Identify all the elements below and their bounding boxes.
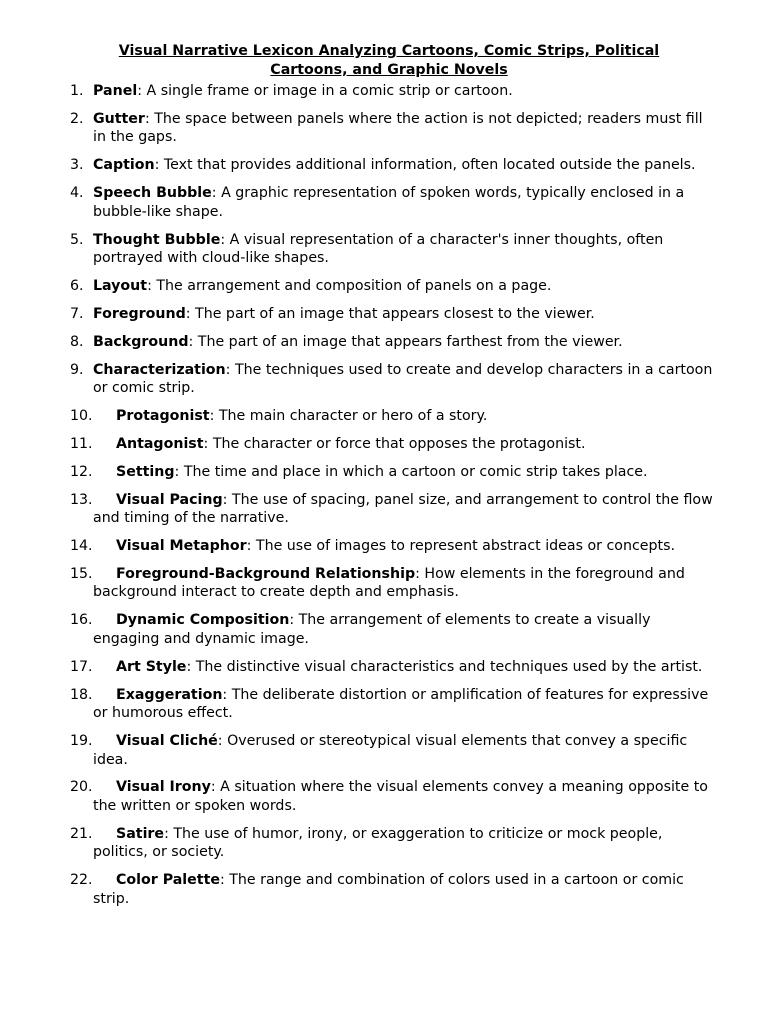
glossary-entry (70, 871, 720, 908)
entry-definition: : A visual representation of a character's inner thoughts, often portrayed with cloud-like shapes. (93, 231, 664, 267)
entry-term: Visual Metaphor (116, 538, 247, 555)
entry-term: Layout (93, 277, 148, 294)
entry-term: Exaggeration (116, 686, 223, 703)
entry-definition: : The arrangement of elements to create a visually engaging and dynamic image. (93, 612, 651, 647)
entry-term: Speech Bubble (93, 185, 212, 202)
glossary-entry (70, 463, 720, 482)
glossary-entry (70, 825, 720, 862)
glossary-entry (70, 407, 720, 426)
entry-definition: : The character or force that opposes the protagonist. (203, 435, 586, 452)
entry-number: 22. (70, 872, 93, 889)
entry-term: Dynamic Composition (116, 612, 290, 629)
entry-definition: : The time and place in which a cartoon or comic strip takes place. (174, 463, 648, 480)
entry-term: Color Palette (116, 872, 220, 889)
glossary-entry (70, 565, 720, 602)
entry-number: 1. (70, 83, 84, 99)
entry-term: Art Style (116, 658, 187, 675)
entry-number: 19. (70, 733, 93, 750)
entry-number: 11. (70, 435, 93, 452)
entry-definition: : The deliberate distortion or amplification of features for expressive or humorous effect. (93, 686, 709, 722)
glossary-entry (70, 184, 720, 221)
entry-number: 8. (70, 333, 84, 350)
entry-definition: : Text that provides additional information, often located outside the panels. (154, 157, 696, 174)
glossary-entry (70, 537, 720, 556)
entry-number: 14. (70, 538, 93, 555)
glossary-entry (70, 333, 720, 352)
glossary-entry (70, 82, 720, 101)
entry-number: 20. (70, 779, 93, 796)
entry-definition: : A situation where the visual elements convey a meaning opposite to the written or spoken words. (93, 779, 708, 814)
entry-term: Visual Cliché (116, 733, 218, 750)
document-title: Visual Narrative Lexicon Analyzing Cartoons, Comic Strips, Political Cartoons, and Graphic Novels (118, 43, 660, 78)
glossary-entry (70, 305, 720, 324)
glossary-entry (70, 732, 720, 769)
entry-definition: : The use of spacing, panel size, and arrangement to control the flow and timing of the narrative. (93, 491, 713, 527)
entry-term: Gutter (93, 110, 145, 127)
entry-number: 6. (70, 277, 84, 294)
entry-number: 21. (70, 825, 93, 842)
entry-number: 10. (70, 408, 93, 425)
entry-number: 2. (70, 110, 84, 127)
entry-number: 17. (70, 658, 93, 675)
glossary-entry (70, 277, 720, 296)
entry-definition: : The range and combination of colors used in a cartoon or comic strip. (93, 872, 684, 907)
entry-term: Antagonist (116, 435, 204, 452)
entry-number: 4. (70, 185, 84, 202)
entry-number: 9. (70, 361, 84, 378)
entry-term: Thought Bubble (93, 231, 221, 248)
glossary-list (70, 82, 720, 908)
entry-definition: : The part of an image that appears farthest from the viewer. (188, 333, 623, 350)
glossary-entry (70, 778, 720, 815)
entry-definition: : The space between panels where the action is not depicted; readers must fill in the gaps. (93, 110, 703, 146)
entry-definition: : The part of an image that appears closest to the viewer. (185, 305, 595, 322)
entry-definition: : How elements in the foreground and background interact to create depth and emphasis. (93, 565, 685, 601)
entry-term: Caption (93, 157, 155, 174)
entry-term: Panel (93, 83, 138, 99)
glossary-entry (70, 686, 720, 723)
entry-term: Satire (116, 825, 165, 842)
entry-definition: : The main character or hero of a story. (209, 408, 488, 425)
entry-definition: : The use of humor, irony, or exaggeration to criticize or mock people, politics, or society. (93, 825, 663, 861)
entry-number: 16. (70, 612, 93, 629)
entry-number: 12. (70, 463, 93, 480)
entry-number: 18. (70, 686, 93, 703)
glossary-entry (70, 110, 720, 147)
entry-definition: : A graphic representation of spoken words, typically enclosed in a bubble-like shape. (93, 185, 685, 220)
entry-term: Foreground-Background Relationship (116, 565, 416, 582)
entry-term: Background (93, 333, 189, 350)
entry-number: 3. (70, 157, 84, 174)
entry-number: 7. (70, 305, 84, 322)
entry-term: Visual Irony (116, 779, 211, 796)
glossary-entry (70, 491, 720, 528)
entry-number: 13. (70, 491, 93, 508)
entry-definition: : The use of images to represent abstract ideas or concepts. (246, 538, 675, 555)
entry-definition: : The arrangement and composition of panels on a page. (147, 277, 552, 294)
entry-number: 5. (70, 231, 84, 248)
glossary-entry (70, 435, 720, 454)
glossary-entry (70, 156, 720, 175)
entry-term: Visual Pacing (116, 491, 223, 508)
glossary-entry (70, 658, 720, 677)
entry-definition: : The techniques used to create and develop characters in a cartoon or comic strip. (93, 361, 713, 397)
entry-definition: : A single frame or image in a comic strip or cartoon. (137, 83, 513, 99)
entry-number: 15. (70, 565, 93, 582)
entry-term: Characterization (93, 361, 226, 378)
entry-term: Foreground (93, 305, 186, 322)
entry-term: Protagonist (116, 408, 210, 425)
entry-definition: : The distinctive visual characteristics and techniques used by the artist. (186, 658, 703, 675)
glossary-entry (70, 231, 720, 268)
entry-term: Setting (116, 463, 175, 480)
glossary-entry (70, 611, 720, 648)
entry-definition: : Overused or stereotypical visual elements that convey a specific idea. (93, 733, 688, 768)
glossary-entry (70, 361, 720, 398)
